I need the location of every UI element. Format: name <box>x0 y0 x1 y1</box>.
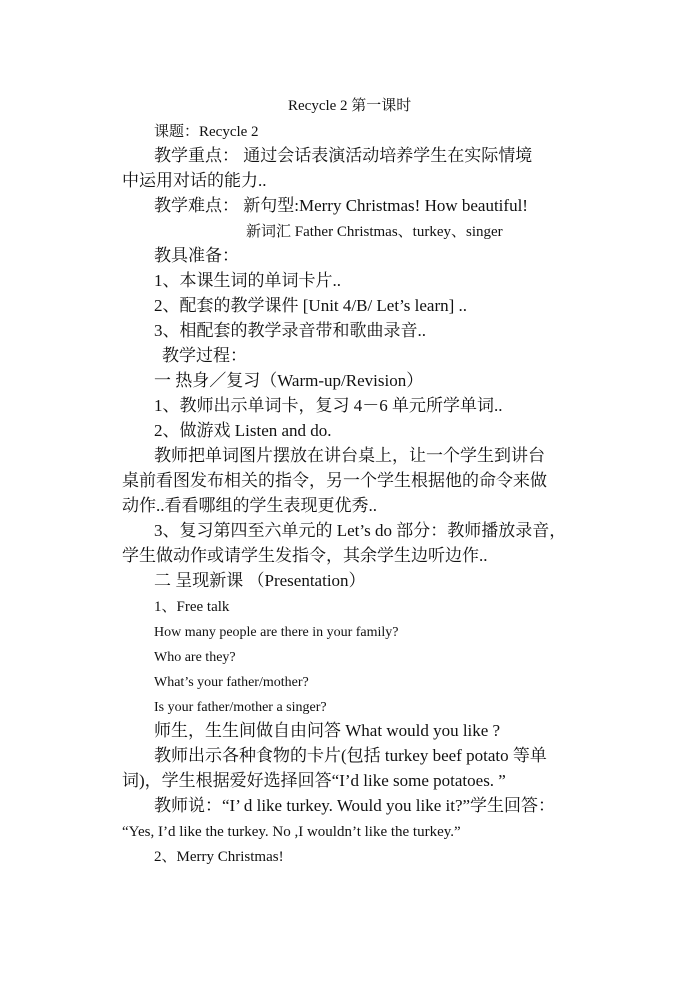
text-line: 中运用对话的能力.. <box>122 171 267 190</box>
text-line: 1、Free talk <box>154 599 230 615</box>
text-line: 课题：Recycle 2 <box>154 124 259 140</box>
text-line: 教具准备： <box>154 246 239 265</box>
text-line: 2、Merry Christmas! <box>154 849 284 865</box>
text-line: 一 热身／复习（Warm-up/Revision） <box>154 371 424 390</box>
text-line: 2、做游戏 Listen and do. <box>154 421 332 440</box>
text-line: 学生做动作或请学生发指令，其余学生边听边作.. <box>122 546 488 565</box>
text-line: 教学过程： <box>162 346 247 365</box>
text-line: 师生，生生间做自由问答 What would you like ? <box>154 721 501 740</box>
text-line: 教学重点： 通过会话表演活动培养学生在实际情境 <box>154 146 533 165</box>
text-line: 词)，学生根据爱好选择回答“I’d like some potatoes. ” <box>122 771 506 790</box>
document-title: Recycle 2 第一课时 <box>288 98 412 114</box>
text-line: 3、相配套的教学录音带和歌曲录音.. <box>154 321 426 340</box>
text-line: 1、教师出示单词卡，复习 4－6 单元所学单词.. <box>154 396 503 415</box>
text-line: 教师出示各种食物的卡片(包括 turkey beef potato 等单 <box>154 746 547 765</box>
text-line: 2、配套的教学课件 [Unit 4/B/ Let’s learn] .. <box>154 296 468 315</box>
text-line: 桌前看图发布相关的指令，另一个学生根据他的命令来做 <box>122 471 547 490</box>
text-line: “Yes, I’d like the turkey. No ,I wouldn’t like the turkey.” <box>122 824 461 840</box>
text-line: 1、本课生词的单词卡片.. <box>154 271 341 290</box>
text-line: 二 呈现新课 （Presentation） <box>154 571 366 590</box>
text-line: How many people are there in your family? <box>154 625 399 640</box>
text-line: 教师把单词图片摆放在讲台桌上，让一个学生到讲台 <box>154 446 545 465</box>
text-line: What’s your father/mother? <box>154 675 309 690</box>
text-line: Who are they? <box>154 650 236 665</box>
text-line: 教学难点： 新句型:Merry Christmas! How beautiful! <box>154 196 528 215</box>
text-line: 3、复习第四至六单元的 Let’s do 部分：教师播放录音， <box>154 521 567 540</box>
text-line: 新词汇 Father Christmas、turkey、singer <box>246 224 503 240</box>
text-line: 动作..看看哪组的学生表现更优秀.. <box>122 496 377 515</box>
text-line: 教师说：“I’ d like turkey. Would you like it?”学生回答： <box>154 796 556 815</box>
text-line: Is your father/mother a singer? <box>154 700 327 715</box>
